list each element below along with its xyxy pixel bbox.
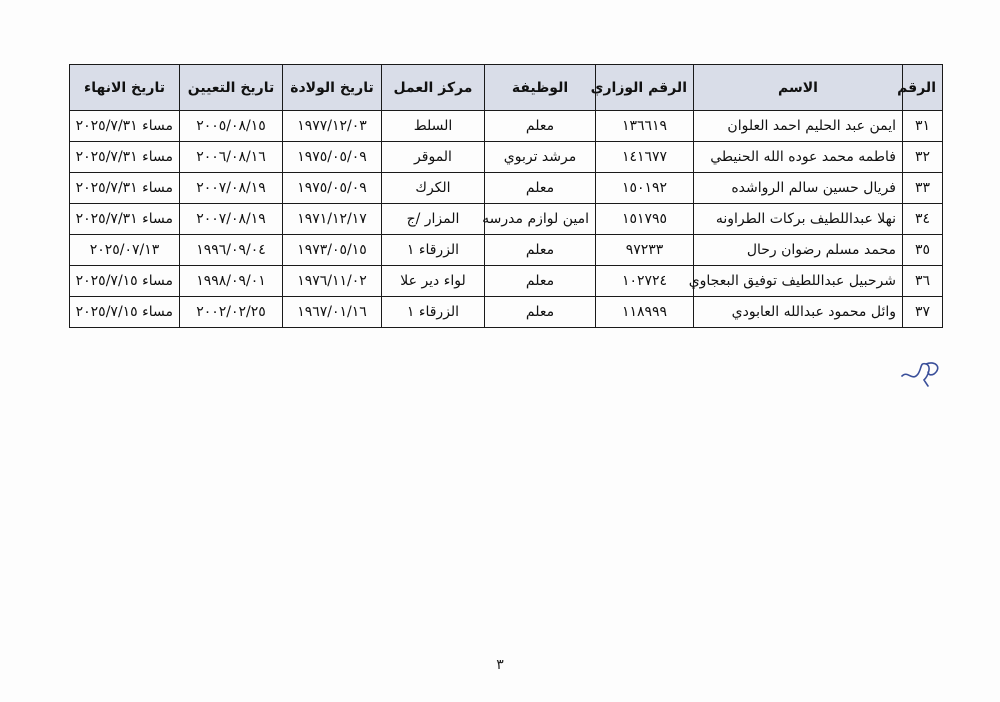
- table-row: [70, 204, 943, 235]
- employees-table: [69, 64, 943, 328]
- header-appoint-date: تاريخ التعيين: [180, 65, 283, 111]
- header-end-date: تاريخ الانهاء: [70, 65, 180, 111]
- row-appoint-date: ١٩٩٨/٠٩/٠١: [180, 266, 283, 297]
- header-work-center: مركز العمل: [382, 65, 485, 111]
- row-num: ٣٦: [903, 266, 943, 297]
- row-ministry-no: ٩٧٢٣٣: [596, 235, 694, 266]
- row-ministry-no: ١٠٢٧٢٤: [596, 266, 694, 297]
- row-ministry-no: ١٥١٧٩٥: [596, 204, 694, 235]
- row-appoint-date: ١٩٩٦/٠٩/٠٤: [180, 235, 283, 266]
- row-end-date: ٢٠٢٥/٠٧/١٣: [70, 235, 180, 266]
- row-work-center: لواء دير علا: [382, 266, 485, 297]
- row-name: فريال حسين سالم الرواشده: [694, 173, 903, 204]
- table-body: [70, 111, 943, 328]
- header-name: الاسم: [694, 65, 903, 111]
- row-job: معلم: [485, 111, 596, 142]
- row-name: شرحبيل عبداللطيف توفيق البعجاوي: [694, 266, 903, 297]
- row-num: ٣٣: [903, 173, 943, 204]
- row-name: وائل محمود عبدالله العابودي: [694, 297, 903, 328]
- row-ministry-no: ١١٨٩٩٩: [596, 297, 694, 328]
- row-appoint-date: ٢٠٠٧/٠٨/١٩: [180, 204, 283, 235]
- table-row: [70, 173, 943, 204]
- row-name: محمد مسلم رضوان رحال: [694, 235, 903, 266]
- row-num: ٣٢: [903, 142, 943, 173]
- row-work-center: السلط: [382, 111, 485, 142]
- row-appoint-date: ٢٠٠٦/٠٨/١٦: [180, 142, 283, 173]
- header-row: [70, 65, 943, 111]
- table-row: [70, 235, 943, 266]
- row-birth-date: ١٩٧١/١٢/١٧: [283, 204, 382, 235]
- row-ministry-no: ١٤١٦٧٧: [596, 142, 694, 173]
- table-row: [70, 111, 943, 142]
- signature-stroke: [902, 363, 938, 386]
- row-birth-date: ١٩٧٦/١١/٠٢: [283, 266, 382, 297]
- table-row: [70, 266, 943, 297]
- header-job: الوظيفة: [485, 65, 596, 111]
- header-num: الرقم: [903, 65, 943, 111]
- row-num: ٣٤: [903, 204, 943, 235]
- row-work-center: الموقر: [382, 142, 485, 173]
- row-work-center: الزرقاء ١: [382, 297, 485, 328]
- row-num: ٣٥: [903, 235, 943, 266]
- row-appoint-date: ٢٠٠٧/٠٨/١٩: [180, 173, 283, 204]
- row-job: مرشد تربوي: [485, 142, 596, 173]
- row-birth-date: ١٩٧٣/٠٥/١٥: [283, 235, 382, 266]
- row-end-date: مساء ٢٠٢٥/٧/٣١: [70, 142, 180, 173]
- row-birth-date: ١٩٧٥/٠٥/٠٩: [283, 173, 382, 204]
- row-job: معلم: [485, 173, 596, 204]
- row-name: ايمن عبد الحليم احمد العلوان: [694, 111, 903, 142]
- row-birth-date: ١٩٧٧/١٢/٠٣: [283, 111, 382, 142]
- table-row: [70, 297, 943, 328]
- header-ministry-no: الرقم الوزاري: [596, 65, 694, 111]
- row-appoint-date: ٢٠٠٢/٠٢/٢٥: [180, 297, 283, 328]
- row-birth-date: ١٩٧٥/٠٥/٠٩: [283, 142, 382, 173]
- row-work-center: الزرقاء ١: [382, 235, 485, 266]
- row-num: ٣٧: [903, 297, 943, 328]
- row-job: معلم: [485, 266, 596, 297]
- row-end-date: مساء ٢٠٢٥/٧/٣١: [70, 173, 180, 204]
- row-job: معلم: [485, 235, 596, 266]
- row-end-date: مساء ٢٠٢٥/٧/٣١: [70, 111, 180, 142]
- page-number: ٣: [496, 657, 504, 673]
- row-appoint-date: ٢٠٠٥/٠٨/١٥: [180, 111, 283, 142]
- row-num: ٣١: [903, 111, 943, 142]
- table-row: [70, 142, 943, 173]
- row-name: فاطمه محمد عوده الله الحنيطي: [694, 142, 903, 173]
- row-end-date: مساء ٢٠٢٥/٧/٣١: [70, 204, 180, 235]
- row-name: نهلا عبداللطيف بركات الطراونه: [694, 204, 903, 235]
- row-ministry-no: ١٥٠١٩٢: [596, 173, 694, 204]
- row-job: معلم: [485, 297, 596, 328]
- row-birth-date: ١٩٦٧/٠١/١٦: [283, 297, 382, 328]
- row-end-date: مساء ٢٠٢٥/٧/١٥: [70, 297, 180, 328]
- row-work-center: المزار /ج: [382, 204, 485, 235]
- table-header: [70, 65, 943, 111]
- row-ministry-no: ١٣٦٦١٩: [596, 111, 694, 142]
- row-end-date: مساء ٢٠٢٥/٧/١٥: [70, 266, 180, 297]
- handwritten-signature: [898, 356, 948, 390]
- row-work-center: الكرك: [382, 173, 485, 204]
- header-birth-date: تاريخ الولادة: [283, 65, 382, 111]
- row-job: امين لوازم مدرسه: [485, 204, 596, 235]
